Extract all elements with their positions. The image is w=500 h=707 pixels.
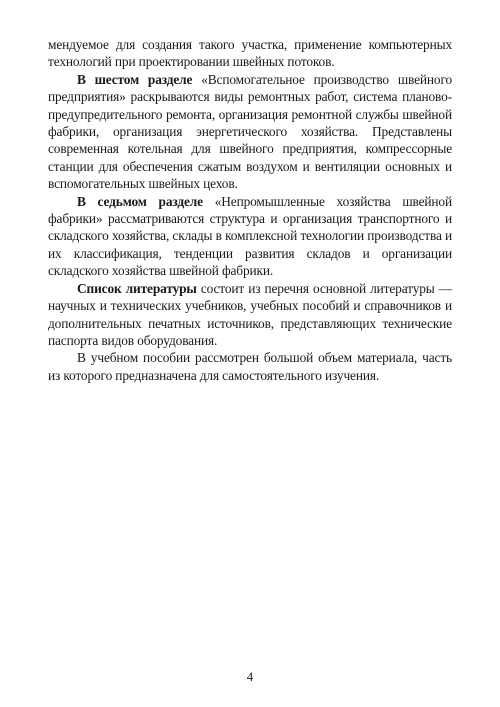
paragraph-lead: Список литературы: [77, 280, 197, 296]
paragraph-bibliography: [48, 280, 452, 350]
paragraph-text: «Непромышленные хозяйства швейной фабрики» рассматриваются структура и организация транспортного и складского хозяйства, склады в комплексной технологии производства и их классификация, тенденции развития складов и организации складского хозяйства швейной фабрики.: [48, 193, 452, 279]
paragraph-section-six: [48, 71, 452, 193]
paragraph-text: состоит из перечня основной литературы — научных и технических учебников, учебных пособий и справочников и дополнительных печатных источников, представляющих технические паспорта видов оборудования.: [48, 280, 452, 348]
paragraph-continuation: [48, 36, 452, 71]
paragraph-lead: В шестом разделе: [77, 71, 193, 87]
paragraph-section-seven: [48, 193, 452, 280]
page-number: 4: [246, 669, 254, 684]
paragraph-text: В учебном пособии рассмотрен большой объем материала, часть из которого предназначена для самостоятельного изучения.: [48, 350, 452, 383]
paragraph-lead: В седьмом разделе: [77, 193, 203, 209]
paragraph-closing: [48, 349, 452, 384]
paragraph-text: мендуемое для создания такого участка, применение компьютерных технологий при проектировании швейных потоков.: [48, 37, 452, 70]
paragraph-text: «Вспомогательное производство швейного предприятия» раскрываются виды ремонтных работ, система планово-предупредительного ремонта, организация ремонтной службы швейной фабрики, организация энергетического хозяйства. Представлены современная котельная для швейного предприятия, компрессорные станции для обеспечения сжатым воздухом и вентиляции основных и вспомогательных швейных цехов.: [48, 71, 452, 192]
body-text: [48, 36, 452, 384]
